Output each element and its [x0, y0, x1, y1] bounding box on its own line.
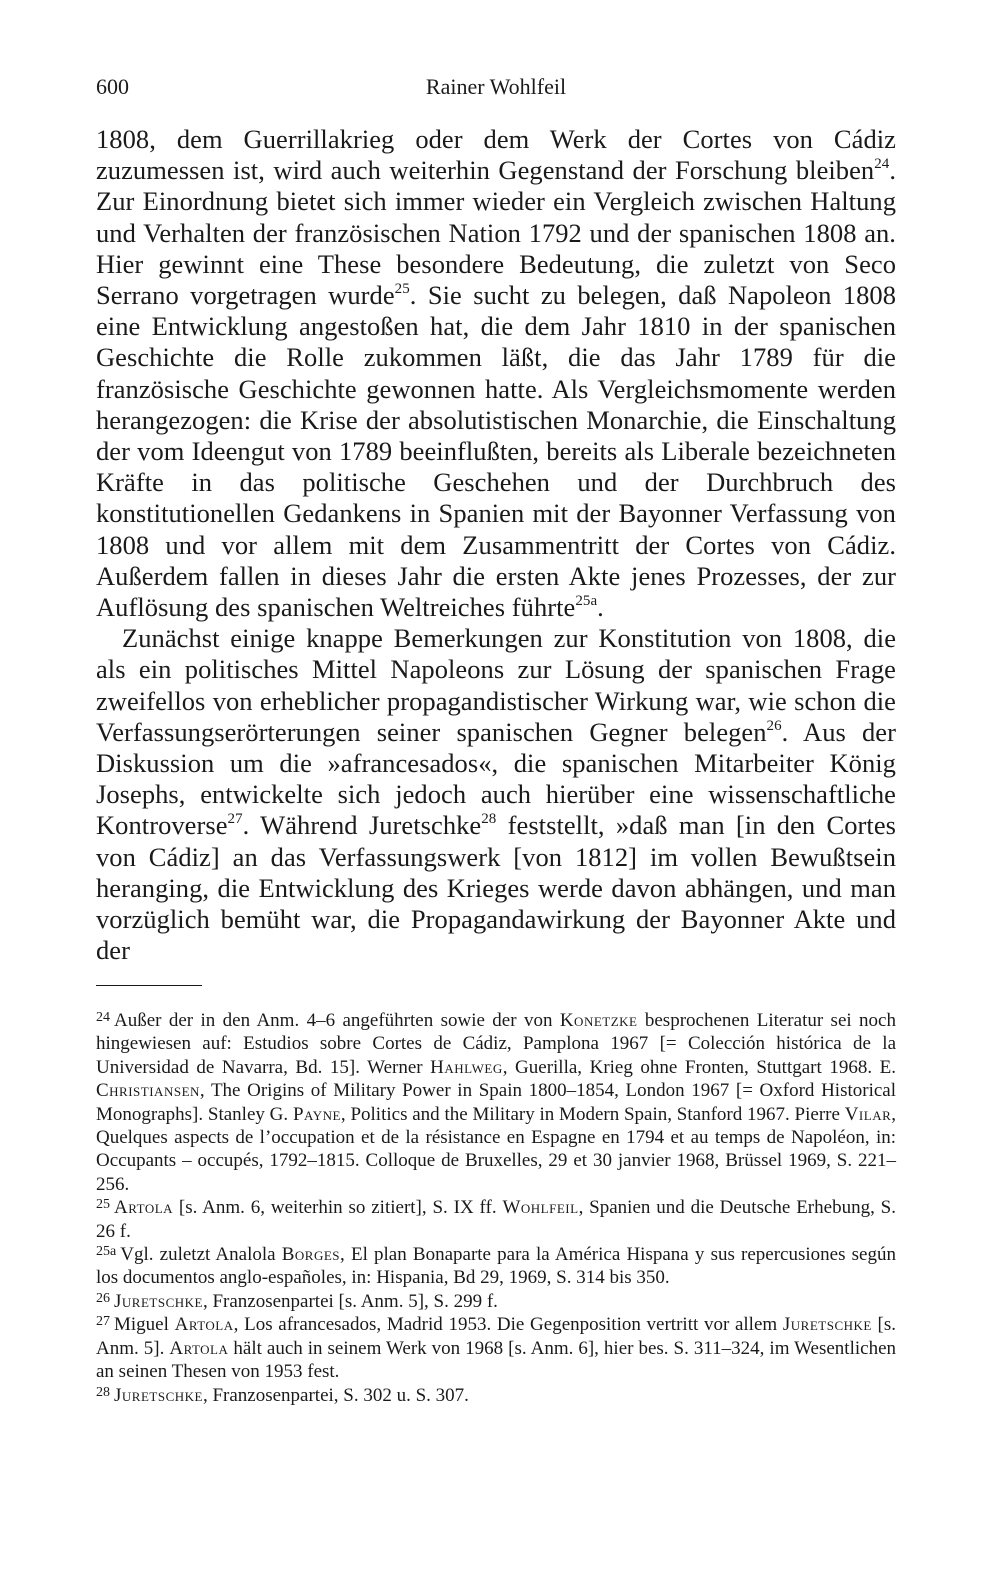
- author-name: Artola: [169, 1337, 229, 1359]
- footnote-text: , The Origins of Military Power in Spain 1800–1854, London 1967 [= Oxford Historical Monographs]. Stanley G.: [96, 1080, 896, 1125]
- footnote-28: [96, 1384, 896, 1407]
- footnote-text: hält auch in seinem Werk von 1968 [s. Anm. 6], hier bes. S. 311–324, im Wesentlichen an seinen Thesen von 1953 fest.: [96, 1337, 897, 1383]
- footnote-text: , Quelques aspects de l’occupation et de la résistance en Espagne en 1794 et au temps de Napoléon, in: Occupants – occupés, 1792–1815. Colloque de Bruxelles, 29 et 30 janvier 1968, Brüssel 1969, S. 221–256.: [96, 1103, 897, 1195]
- footnote-separator: [96, 985, 202, 986]
- footnote-number: 26: [96, 1290, 110, 1306]
- footnote-26: [96, 1290, 896, 1313]
- footnote-number: 25: [96, 1197, 110, 1213]
- footnote-text: , Los afrancesados, Madrid 1953. Die Gegenposition vertritt vor allem: [233, 1314, 783, 1336]
- main-text: [96, 124, 896, 966]
- running-title: Rainer Wohlfeil: [425, 74, 567, 99]
- paragraph-text: 1808, dem Guerrillakrieg oder dem Werk der Cortes von Cádiz zuzumessen ist, wird auch weiterhin Gegenstand der Forschung bleiben: [96, 124, 896, 186]
- footnote-text: Miguel: [114, 1314, 175, 1336]
- author-name: Borges: [281, 1244, 341, 1266]
- footnote-number: 28: [96, 1384, 110, 1400]
- author-name: Payne: [292, 1103, 341, 1125]
- footnote-ref: 28: [481, 811, 497, 828]
- author-name: Juretschke: [114, 1384, 203, 1406]
- footnote-ref: 25: [394, 281, 410, 298]
- footnote-ref: 27: [227, 811, 243, 828]
- footnote-ref: 25a: [575, 593, 598, 610]
- footnote-text: Außer der in den Anm. 4–6 angeführten sowie der von: [114, 1010, 560, 1031]
- footnote-25: [96, 1196, 896, 1243]
- author-name: Konetzke: [559, 1010, 638, 1031]
- page-number: 600: [96, 74, 129, 99]
- paragraph-text: feststellt, »daß man [in den Cortes von Cádiz] an das Verfassungswerk [von 1812] im vollen Bewußtsein heranging, die Entwicklung des Krieges werde davon abhängen, und man vorzüglich bemüht war, die Propagandawirkung der Bayonner Akte und der: [96, 810, 896, 966]
- author-name: Juretschke: [114, 1290, 203, 1312]
- footnote-number: 25a: [96, 1244, 117, 1260]
- footnote-text: [s. Anm. 6, weiterhin so zitiert], S. IX ff.: [173, 1197, 503, 1219]
- footnote-ref: 24: [874, 156, 890, 173]
- footnote-number: 27: [96, 1314, 110, 1330]
- running-head: [96, 74, 896, 104]
- author-name: Wohlfeil: [502, 1197, 579, 1219]
- author-name: Artola: [114, 1197, 174, 1219]
- author-name: Juretschke: [782, 1314, 872, 1336]
- footnote-number: 24: [96, 1010, 110, 1025]
- paragraph-text: . Während Juretschke: [242, 810, 482, 841]
- footnote-text: , Guerilla, Krieg ohne Fronten, Stuttgart 1968. E.: [502, 1056, 896, 1078]
- book-page: [96, 0, 896, 1595]
- footnote-text: besprochenen Literatur sei noch hingewiesen auf: Estudios sobre Cortes de Cádiz, Pamplona 1967 [= Colección histórica de la Universidad de Navarra, Bd. 15]. Werner: [96, 1010, 896, 1078]
- paragraph-text: . Aus der Diskussion um die »afrancesados«, die spanischen Mitarbeiter König Josephs, entwickelte sich jedoch auch hierüber eine wissenschaftliche Kontroverse: [96, 716, 896, 841]
- paragraph-2: [96, 623, 896, 966]
- footnote-27: [96, 1313, 896, 1383]
- paragraph-text: . Zur Einordnung bietet sich immer wieder ein Vergleich zwischen Haltung und Verhalten der französischen Nation 1792 und der spanischen 1808 an. Hier gewinnt eine These besondere Bedeutung, die zuletzt von Seco Serrano vorgetragen wurde: [96, 155, 896, 311]
- footnote-text: [s. Anm. 5].: [96, 1314, 896, 1359]
- footnote-text: , Franzosenpartei [s. Anm. 5], S. 299 f.: [202, 1290, 498, 1312]
- paragraph-text: Zunächst einige knappe Bemerkungen zur Konstitution von 1808, die als ein politisches Mittel Napoleons zur Lösung der spanischen Frage zweifellos von erheblicher propagandistischer Wirkung war, wie schon die Verfassungserörterungen seiner spanischen Gegner belegen: [96, 623, 896, 747]
- author-name: Hahlweg: [430, 1056, 503, 1078]
- footnote-24: [96, 1009, 896, 1196]
- paragraph-1: [96, 124, 896, 623]
- footnote-25a: [96, 1243, 896, 1290]
- footnote-ref: 26: [766, 717, 782, 734]
- footnote-text: , El plan Bonaparte para la América Hispana y sus repercusiones según los documentos anglo-españoles, in: Hispania, Bd 29, 1969, S. 314 bis 350.: [96, 1244, 896, 1289]
- footnotes: [96, 1009, 896, 1407]
- author-name: Artola: [174, 1314, 234, 1336]
- footnote-text: , Spanien und die Deutsche Erhebung, S. 26 f.: [96, 1197, 896, 1242]
- footnote-text: , Politics and the Military in Modern Spain, Stanford 1967. Pierre: [340, 1103, 845, 1125]
- author-name: Vilar: [844, 1103, 892, 1125]
- footnote-text: , Franzosenpartei, S. 302 u. S. 307.: [202, 1384, 469, 1406]
- footnote-text: Vgl. zuletzt Analola: [120, 1244, 282, 1266]
- author-name: Christiansen: [96, 1080, 200, 1102]
- paragraph-text: .: [597, 592, 604, 623]
- paragraph-text: . Sie sucht zu belegen, daß Napoleon 1808 eine Entwicklung angestoßen hat, die dem Jahr 1810 in der spanischen Geschichte die Rolle zukommen läßt, die das Jahr 1789 für die französische Geschichte gewonnen hatte. Als Vergleichsmomente werden herangezogen: die Krise der absolutistischen Monarchie, die Einschaltung der vom Ideengut von 1789 beeinflußten, bereits als Liberale bezeichneten Kräfte in das politische Geschehen und der Durchbruch des konstitutionellen Gedankens in Spanien mit der Bayonner Verfassung von 1808 und vor allem mit dem Zusammentritt der Cortes von Cádiz. Außerdem fallen in dieses Jahr die ersten Akte jenes Prozesses, der zur Auflösung des spanischen Weltreiches führte: [96, 280, 896, 623]
